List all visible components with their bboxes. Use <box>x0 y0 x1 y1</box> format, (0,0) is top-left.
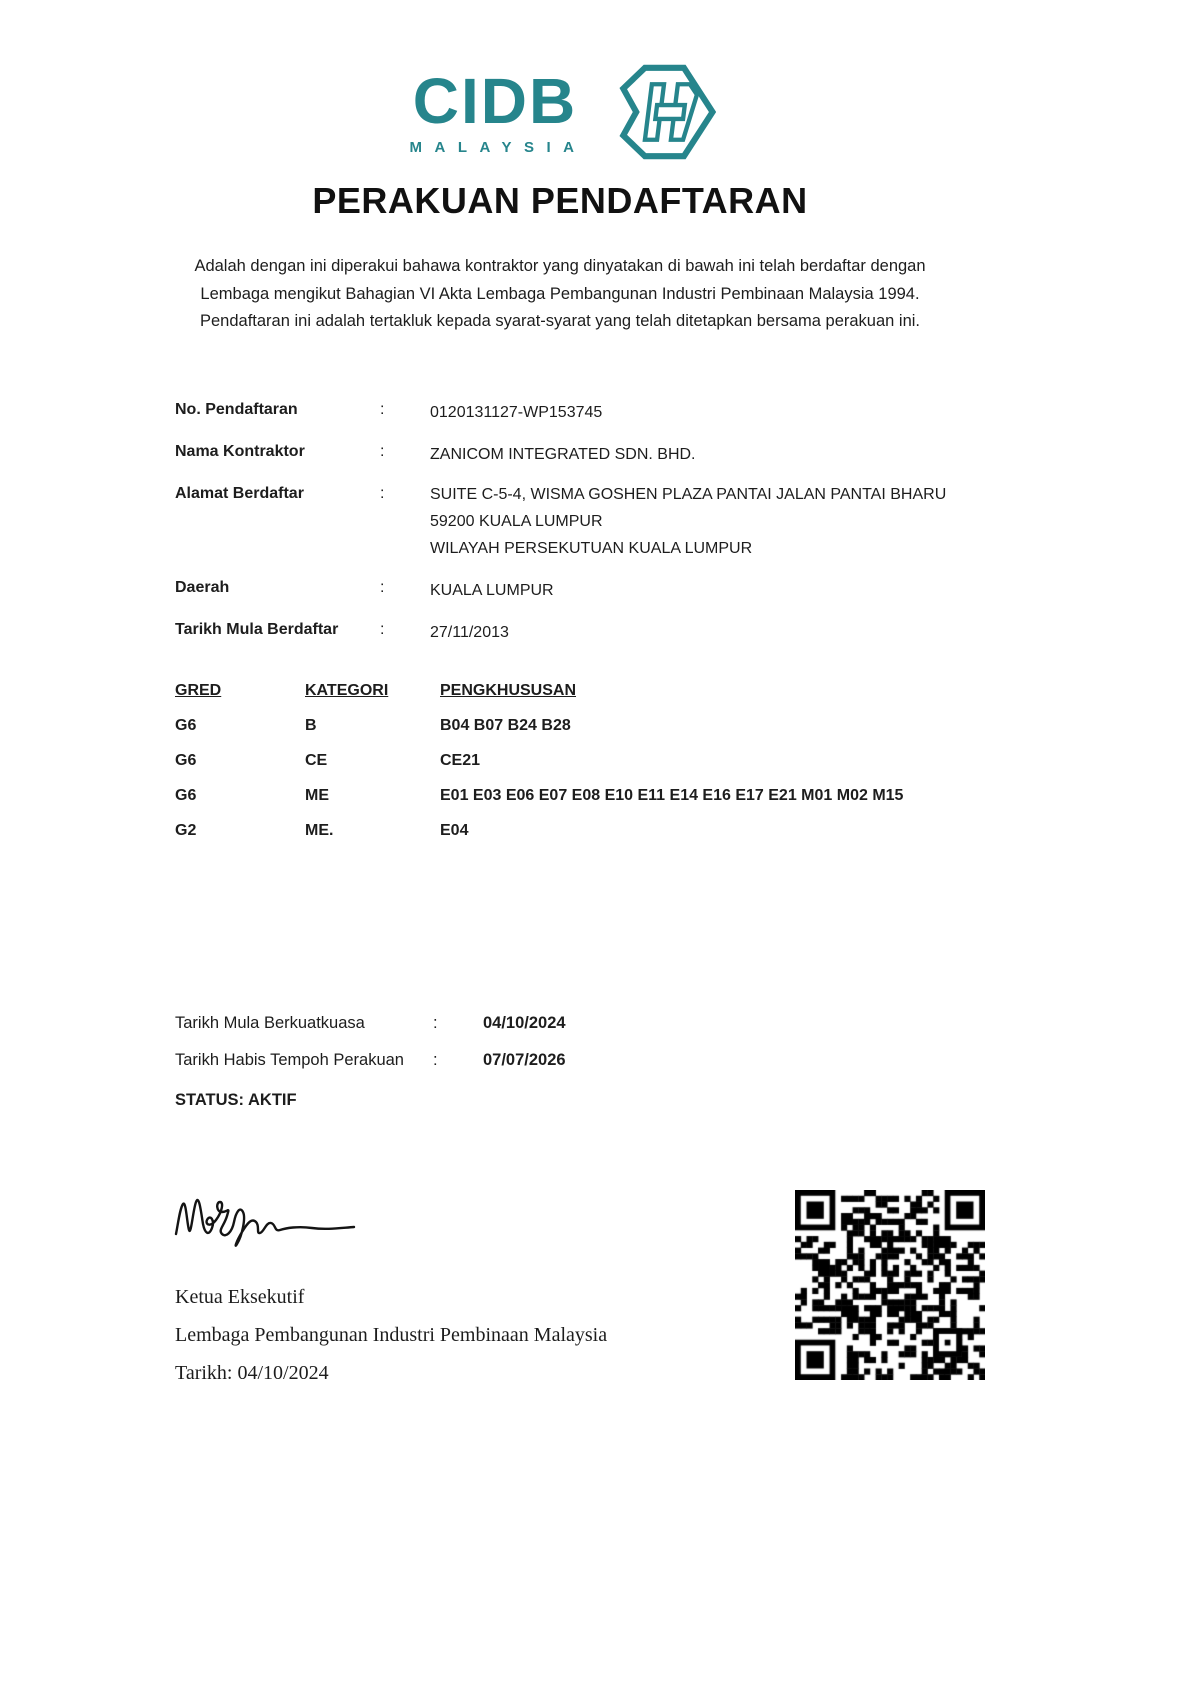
detail-label: Alamat Berdaftar <box>175 485 304 502</box>
table-row <box>175 820 1055 842</box>
column-header-pengkhususan: PENGKHUSUSAN <box>440 682 577 699</box>
cidb-hexagon-icon <box>612 62 716 162</box>
column-header-kategori: KATEGORI <box>305 682 389 699</box>
detail-value <box>430 481 1055 562</box>
detail-value-line: SUITE C-5-4, WISMA GOSHEN PLAZA PANTAI JALAN PANTAI BHARU <box>430 486 947 503</box>
cell-kategori: ME <box>305 787 329 804</box>
registration-details <box>175 399 1055 661</box>
detail-value <box>430 399 1055 426</box>
validity-row-expiry-date <box>175 1049 875 1071</box>
column-header-gred: GRED <box>175 682 222 699</box>
validity-row-start-date <box>175 1012 875 1034</box>
detail-row-daerah <box>175 577 1055 604</box>
intro-line-1: Adalah dengan ini diperakui bahawa kontraktor yang dinyatakan di bawah ini telah berdaftar dengan <box>194 257 926 275</box>
detail-row-tarikh-mula-berdaftar <box>175 619 1055 646</box>
footer-date: Tarikh: 04/10/2024 <box>175 1362 329 1384</box>
detail-label: Daerah <box>175 579 230 596</box>
table-row <box>175 785 1055 807</box>
detail-value <box>430 577 1055 604</box>
grade-category-table <box>175 680 1055 855</box>
intro-line-3: Pendaftaran ini adalah tertakluk kepada syarat-syarat yang telah ditetapkan bersama perakuan ini. <box>199 312 921 330</box>
detail-label: Tarikh Mula Berdaftar <box>175 621 339 638</box>
page-title: PERAKUAN PENDAFTARAN <box>312 180 808 221</box>
validity-section <box>175 1012 875 1110</box>
cell-kategori: ME. <box>305 822 334 839</box>
validity-colon: : <box>433 1014 438 1032</box>
signature-scribble <box>172 1190 372 1257</box>
cell-kategori: CE <box>305 752 328 769</box>
detail-value <box>430 619 1055 646</box>
cidb-malaysia-text: MALAYSIA <box>409 138 587 156</box>
detail-row-no-pendaftaran <box>175 399 1055 426</box>
organization-name: Lembaga Pembangunan Industri Pembinaan Malaysia <box>175 1324 608 1346</box>
cell-gred: G6 <box>175 752 197 769</box>
cell-pengkhususan: E04 <box>440 822 469 839</box>
table-row <box>175 715 1055 737</box>
validity-value: 04/10/2024 <box>483 1014 566 1032</box>
detail-colon: : <box>380 485 385 502</box>
validity-label: Tarikh Mula Berkuatkuasa <box>175 1014 365 1032</box>
validity-colon: : <box>433 1051 438 1069</box>
table-row <box>175 750 1055 772</box>
intro-paragraph <box>0 253 1120 336</box>
cell-kategori: B <box>305 717 317 734</box>
cell-gred: G6 <box>175 717 197 734</box>
detail-value-line: 0120131127-WP153745 <box>430 404 603 421</box>
qr-code <box>795 1190 985 1380</box>
detail-value-line: WILAYAH PERSEKUTUAN KUALA LUMPUR <box>430 540 753 557</box>
cell-gred: G2 <box>175 822 197 839</box>
detail-colon: : <box>380 401 385 418</box>
intro-line-2: Lembaga mengikut Bahagian VI Akta Lembaga Pembangunan Industri Pembinaan Malaysia 1994. <box>200 284 920 303</box>
validity-label: Tarikh Habis Tempoh Perakuan <box>175 1051 404 1069</box>
detail-row-alamat-berdaftar <box>175 483 1055 562</box>
detail-colon: : <box>380 579 385 596</box>
cell-pengkhususan: CE21 <box>440 752 481 769</box>
detail-label: Nama Kontraktor <box>175 443 305 460</box>
detail-value-line: 59200 KUALA LUMPUR <box>430 513 603 530</box>
signatory-title: Ketua Eksekutif <box>175 1286 305 1308</box>
status-badge: STATUS: AKTIF <box>175 1091 297 1109</box>
cidb-logo <box>0 62 1120 162</box>
detail-value <box>430 441 1055 468</box>
cell-gred: G6 <box>175 787 197 804</box>
footer-signatory-block <box>175 1286 735 1400</box>
detail-value-line: KUALA LUMPUR <box>430 582 554 599</box>
table-header-row <box>175 680 1055 702</box>
detail-row-nama-kontraktor <box>175 441 1055 468</box>
detail-colon: : <box>380 621 385 638</box>
detail-value-line: 27/11/2013 <box>430 624 509 641</box>
cidb-logo-text <box>404 64 587 156</box>
cell-pengkhususan: E01 E03 E06 E07 E08 E10 E11 E14 E16 E17 E21 M01 M02 M15 <box>440 787 904 804</box>
detail-colon: : <box>380 443 385 460</box>
validity-value: 07/07/2026 <box>483 1051 566 1069</box>
cell-pengkhususan: B04 B07 B24 B28 <box>440 717 571 734</box>
detail-label: No. Pendaftaran <box>175 401 298 418</box>
cidb-brand-text: CIDB <box>412 64 578 137</box>
detail-value-line: ZANICOM INTEGRATED SDN. BHD. <box>430 446 696 463</box>
